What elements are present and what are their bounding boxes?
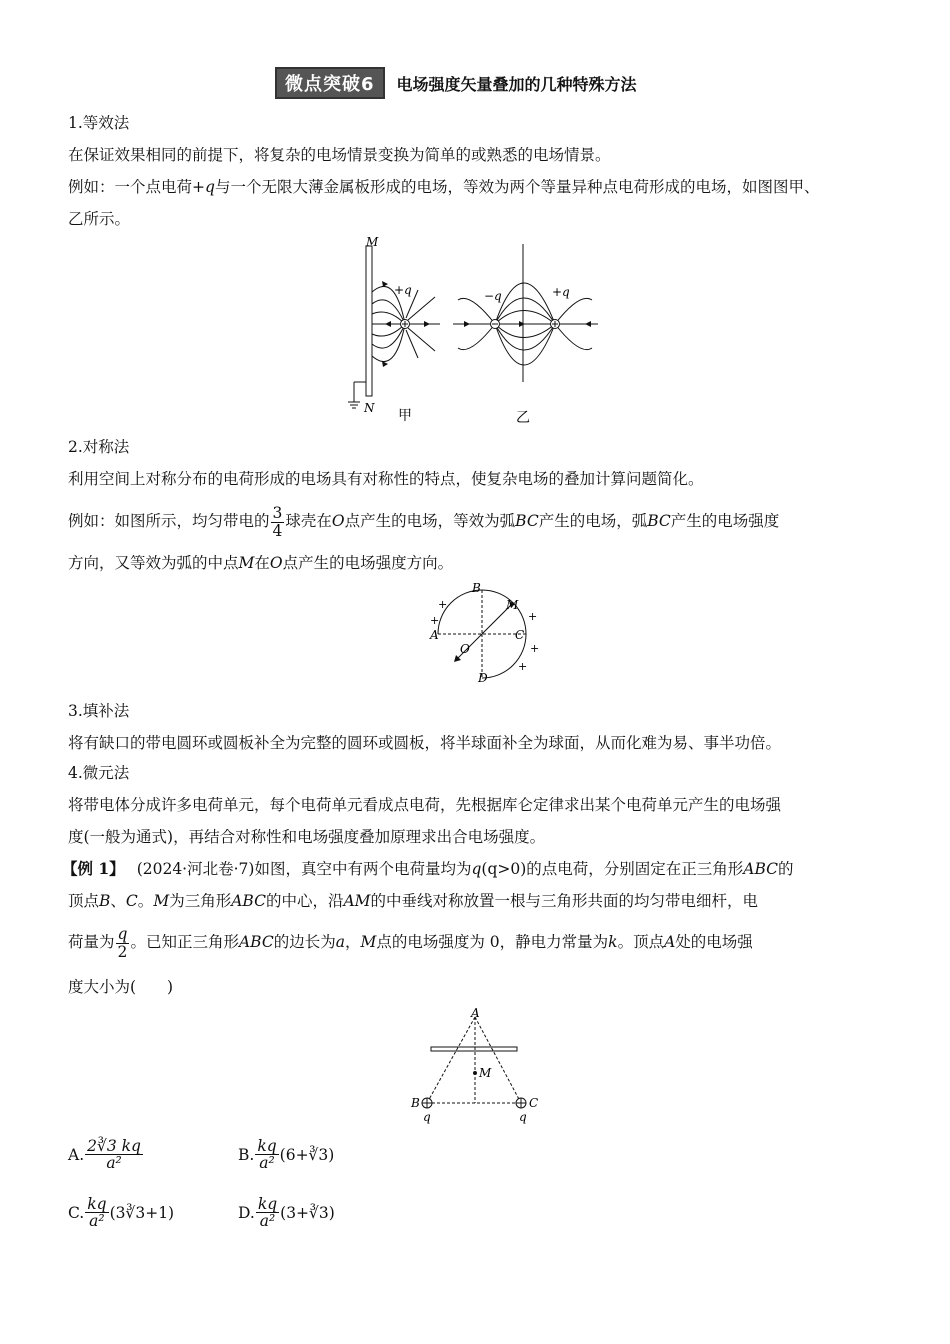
label-q-c: q xyxy=(519,1110,527,1124)
label-m: M xyxy=(366,235,379,249)
para-symmetry-2: 例如：如图所示，均匀带电的 $\frac{3}{4}$ 球壳在O点产生的电场，等效为弧BC产生的电场，弧BC产生的电场强度 xyxy=(68,504,780,540)
label-m: M xyxy=(479,1066,492,1080)
label-d: D xyxy=(478,671,488,685)
para-micro-2: 度(一般为通式)，再结合对称性和电场强度叠加原理求出合电场强度。 xyxy=(68,828,546,846)
plus-1: + xyxy=(438,598,448,611)
label-yi: 乙 xyxy=(516,410,530,426)
figure-field-lines xyxy=(340,232,610,428)
label-c: C xyxy=(529,1096,539,1110)
label-a: A xyxy=(430,628,439,642)
para-equivalent-3: 乙所示。 xyxy=(68,210,131,228)
label-b: B xyxy=(472,581,481,595)
plus-3: + xyxy=(528,610,538,623)
option-d[interactable]: D. $\frac{kq}{\text{a²}}(3+∛3)$ xyxy=(238,1195,335,1231)
plus-4: + xyxy=(530,642,540,655)
para-equivalent-1: 在保证效果相同的前提下，将复杂的电场情景变换为简单的或熟悉的电场情景。 xyxy=(68,146,611,164)
label-jia: 甲 xyxy=(398,408,412,424)
para-fill: 将有缺口的带电圆环或圆板补全为完整的圆环或圆板，将半球面补全为球面，从而化难为易、事半功倍。 xyxy=(68,734,782,752)
option-a[interactable]: A. $\frac{2∛3 kq}{\text{a²}}$ xyxy=(68,1137,141,1173)
heading-equivalent: 1.等效法 xyxy=(68,114,130,132)
label-b: B xyxy=(411,1096,420,1110)
figure-spherical-shell xyxy=(420,580,540,690)
label-m: M xyxy=(506,598,519,612)
section-heading: 电场强度矢量叠加的几种特殊方法 xyxy=(396,74,637,94)
example-line-4: 度大小为( ) xyxy=(68,978,174,996)
plus-5: + xyxy=(518,660,528,673)
figure-triangle xyxy=(405,1005,545,1127)
label-minus-q: −q xyxy=(484,289,502,303)
para-symmetry-3: 方向，又等效为弧的中点M在O点产生的电场强度方向。 xyxy=(68,554,454,572)
para-symmetry-1: 利用空间上对称分布的电荷形成的电场具有对称性的特点，使复杂电场的叠加计算问题简化。 xyxy=(68,470,704,488)
example-line-2: 顶点B、C。M为三角形ABC的中心，沿AM的中垂线对称放置一根与三角形共面的均匀带电细杆，电 xyxy=(68,892,759,910)
label-a: A xyxy=(471,1006,480,1020)
heading-fill: 3.填补法 xyxy=(68,702,130,720)
example-line-3: 荷量为 $\frac{q}{2}$ 。已知正三角形ABC的边长为a，M点的电场强度为 0，静电力常量为k。顶点A处的电场强 xyxy=(68,925,753,961)
section-badge: 微点突破6 xyxy=(275,67,385,99)
section-title xyxy=(275,70,637,96)
para-equivalent-2: 例如：一个点电荷+q与一个无限大薄金属板形成的电场，等效为两个等量异种点电荷形成的电场，如图图甲、 xyxy=(68,178,820,196)
example-line-1: 【例 1】 (2024·河北卷·7)如图，真空中有两个电荷量均为q(q>0)的点电荷，分别固定在正三角形ABC的 xyxy=(62,859,794,878)
label-plus-q: +q xyxy=(394,283,412,297)
para-micro-1: 将带电体分成许多电荷单元，每个电荷单元看成点电荷，先根据库仑定律求出某个电荷单元产生的电场强 xyxy=(68,796,782,814)
label-n: N xyxy=(364,401,375,415)
label-q-b: q xyxy=(423,1110,431,1124)
heading-symmetry: 2.对称法 xyxy=(68,438,130,456)
plus-2: + xyxy=(430,614,440,627)
label-c: C xyxy=(515,628,525,642)
label-o: O xyxy=(460,642,470,656)
heading-micro: 4.微元法 xyxy=(68,764,130,782)
option-b[interactable]: B. $\frac{kq}{\text{a²}}(6+∛3)$ xyxy=(238,1137,335,1173)
label-plus-q-2: +q xyxy=(552,285,570,299)
option-c[interactable]: C. $\frac{kq}{\text{a²}}(3∛3+1)$ xyxy=(68,1195,175,1231)
